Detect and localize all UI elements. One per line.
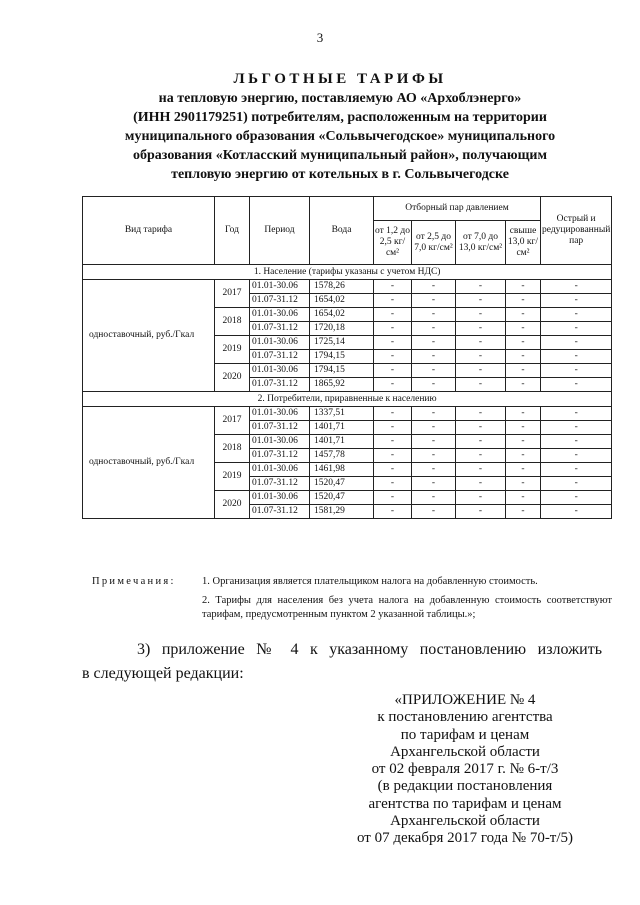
water-value: 1401,71 xyxy=(310,421,374,435)
water-value: 1581,29 xyxy=(310,505,374,519)
dash-cell: - xyxy=(412,322,456,336)
water-value: 1794,15 xyxy=(310,350,374,364)
appendix-line: агентства по тарифам и ценам xyxy=(368,795,562,812)
appendix-line: Архангельской области xyxy=(390,813,540,830)
header-steam-1: от 1,2 до 2,5 кг/см² xyxy=(374,221,412,265)
dash-cell: - xyxy=(541,308,612,322)
water-value: 1457,78 xyxy=(310,449,374,463)
header-water: Вода xyxy=(310,197,374,265)
dash-cell: - xyxy=(456,378,506,392)
dash-cell: - xyxy=(412,308,456,322)
dash-cell: - xyxy=(412,449,456,463)
year-cell: 2017 xyxy=(215,280,250,308)
dash-cell: - xyxy=(506,505,541,519)
header-kind: Вид тарифа xyxy=(83,197,215,265)
header-steam-group: Отборный пар давлением xyxy=(374,197,541,221)
period-cell: 01.07-31.12 xyxy=(250,378,310,392)
tariff-kind: одноставочный, руб./Гкал xyxy=(83,407,215,519)
year-cell: 2020 xyxy=(215,364,250,392)
period-cell: 01.01-30.06 xyxy=(250,280,310,294)
dash-cell: - xyxy=(456,294,506,308)
header-period: Период xyxy=(250,197,310,265)
dash-cell: - xyxy=(374,421,412,435)
notes-label: Примечания: xyxy=(92,576,176,587)
appendix-line: от 07 декабря 2017 года № 70-т/5) xyxy=(356,830,574,847)
period-cell: 01.01-30.06 xyxy=(250,491,310,505)
appendix-line: от 02 февраля 2017 г. № 6-т/3 xyxy=(371,761,559,778)
dash-cell: - xyxy=(541,491,612,505)
header-steam-2: от 2,5 до 7,0 кг/см² xyxy=(412,221,456,265)
title-heading: ЛЬГОТНЫЕ ТАРИФЫ xyxy=(233,71,447,87)
dash-cell: - xyxy=(541,449,612,463)
water-value: 1520,47 xyxy=(310,491,374,505)
dash-cell: - xyxy=(412,477,456,491)
dash-cell: - xyxy=(412,463,456,477)
water-value: 1720,18 xyxy=(310,322,374,336)
dash-cell: - xyxy=(412,280,456,294)
dash-cell: - xyxy=(456,350,506,364)
title-line: на тепловую энергию, поставляемую АО «Архоблэнерго» xyxy=(158,91,522,106)
dash-cell: - xyxy=(456,407,506,421)
header-steam-3: от 7,0 до 13,0 кг/см² xyxy=(456,221,506,265)
water-value: 1725,14 xyxy=(310,336,374,350)
period-cell: 01.01-30.06 xyxy=(250,336,310,350)
dash-cell: - xyxy=(456,505,506,519)
section-title: 2. Потребители, приравненные к населению xyxy=(83,392,612,407)
dash-cell: - xyxy=(412,294,456,308)
dash-cell: - xyxy=(412,350,456,364)
dash-cell: - xyxy=(374,364,412,378)
title-line: муниципального образования «Сольвычегодское» муниципального xyxy=(124,129,556,144)
dash-cell: - xyxy=(456,336,506,350)
dash-cell: - xyxy=(541,477,612,491)
dash-cell: - xyxy=(541,350,612,364)
year-cell: 2018 xyxy=(215,308,250,336)
dash-cell: - xyxy=(541,421,612,435)
period-cell: 01.01-30.06 xyxy=(250,308,310,322)
period-cell: 01.01-30.06 xyxy=(250,463,310,477)
dash-cell: - xyxy=(374,435,412,449)
year-cell: 2019 xyxy=(215,336,250,364)
water-value: 1520,47 xyxy=(310,477,374,491)
appendix-line: по тарифам и ценам xyxy=(400,726,530,743)
dash-cell: - xyxy=(374,350,412,364)
period-cell: 01.07-31.12 xyxy=(250,505,310,519)
dash-cell: - xyxy=(506,364,541,378)
year-cell: 2018 xyxy=(215,435,250,463)
period-cell: 01.01-30.06 xyxy=(250,364,310,378)
appendix-header xyxy=(330,692,600,848)
period-cell: 01.07-31.12 xyxy=(250,350,310,364)
dash-cell: - xyxy=(456,280,506,294)
period-cell: 01.07-31.12 xyxy=(250,449,310,463)
period-cell: 01.07-31.12 xyxy=(250,477,310,491)
dash-cell: - xyxy=(374,294,412,308)
dash-cell: - xyxy=(374,336,412,350)
dash-cell: - xyxy=(412,378,456,392)
dash-cell: - xyxy=(506,350,541,364)
dash-cell: - xyxy=(456,435,506,449)
dash-cell: - xyxy=(412,491,456,505)
dash-cell: - xyxy=(506,280,541,294)
header-sharp-steam: Острый и редуцированный пар xyxy=(541,197,612,265)
period-cell: 01.07-31.12 xyxy=(250,421,310,435)
period-cell: 01.01-30.06 xyxy=(250,407,310,421)
dash-cell: - xyxy=(374,378,412,392)
tariff-kind: одноставочный, руб./Гкал xyxy=(83,280,215,392)
dash-cell: - xyxy=(412,336,456,350)
dash-cell: - xyxy=(541,463,612,477)
appendix-line: к постановлению агентства xyxy=(377,709,553,726)
item-3-line-2: в следующей редакции: xyxy=(82,665,244,682)
period-cell: 01.01-30.06 xyxy=(250,435,310,449)
item-3-line-1: 3) приложение № 4 к указанному постановлению изложить xyxy=(137,641,602,658)
dash-cell: - xyxy=(541,294,612,308)
water-value: 1461,98 xyxy=(310,463,374,477)
water-value: 1654,02 xyxy=(310,308,374,322)
table-row xyxy=(83,407,612,421)
appendix-line: (в редакции постановления xyxy=(377,778,553,795)
dash-cell: - xyxy=(412,421,456,435)
dash-cell: - xyxy=(456,477,506,491)
dash-cell: - xyxy=(506,308,541,322)
dash-cell: - xyxy=(374,505,412,519)
dash-cell: - xyxy=(412,505,456,519)
dash-cell: - xyxy=(506,378,541,392)
dash-cell: - xyxy=(506,322,541,336)
dash-cell: - xyxy=(412,407,456,421)
water-value: 1794,15 xyxy=(310,364,374,378)
water-value: 1578,26 xyxy=(310,280,374,294)
dash-cell: - xyxy=(541,364,612,378)
dash-cell: - xyxy=(374,491,412,505)
water-value: 1337,51 xyxy=(310,407,374,421)
appendix-line: «ПРИЛОЖЕНИЕ № 4 xyxy=(394,692,536,708)
dash-cell: - xyxy=(374,407,412,421)
title-line: (ИНН 2901179251) потребителям, расположенным на территории xyxy=(133,110,547,125)
table-row xyxy=(83,280,612,294)
dash-cell: - xyxy=(506,294,541,308)
appendix-line: Архангельской области xyxy=(390,743,540,760)
page-number: 3 xyxy=(316,30,324,45)
dash-cell: - xyxy=(541,505,612,519)
dash-cell: - xyxy=(456,421,506,435)
tariff-table xyxy=(82,196,612,519)
dash-cell: - xyxy=(374,322,412,336)
dash-cell: - xyxy=(506,477,541,491)
dash-cell: - xyxy=(374,308,412,322)
dash-cell: - xyxy=(456,322,506,336)
dash-cell: - xyxy=(412,364,456,378)
header-year: Год xyxy=(215,197,250,265)
title-line: тепловую энергию от котельных в г. Сольвычегодске xyxy=(171,167,509,182)
dash-cell: - xyxy=(374,449,412,463)
dash-cell: - xyxy=(456,449,506,463)
header-steam-4: свыше 13,0 кг/см² xyxy=(506,221,541,265)
dash-cell: - xyxy=(506,449,541,463)
item-3-paragraph xyxy=(82,638,602,686)
note-1: 1. Организация является плательщиком налога на добавленную стоимость. xyxy=(202,576,538,587)
document-title xyxy=(60,70,620,184)
water-value: 1401,71 xyxy=(310,435,374,449)
dash-cell: - xyxy=(541,322,612,336)
water-value: 1654,02 xyxy=(310,294,374,308)
year-cell: 2017 xyxy=(215,407,250,435)
dash-cell: - xyxy=(541,378,612,392)
title-line: образования «Котласский муниципальный район», получающим xyxy=(132,148,547,163)
note-2: 2. Тарифы для населения без учета налога на добавленную стоимость соответствуют тарифам, предусмотренным пунктом 2 указанной таблицы.»; xyxy=(202,595,612,620)
dash-cell: - xyxy=(374,463,412,477)
dash-cell: - xyxy=(506,435,541,449)
dash-cell: - xyxy=(541,280,612,294)
year-cell: 2020 xyxy=(215,491,250,519)
year-cell: 2019 xyxy=(215,463,250,491)
dash-cell: - xyxy=(541,407,612,421)
dash-cell: - xyxy=(506,336,541,350)
dash-cell: - xyxy=(541,435,612,449)
dash-cell: - xyxy=(456,364,506,378)
dash-cell: - xyxy=(506,491,541,505)
dash-cell: - xyxy=(456,491,506,505)
period-cell: 01.07-31.12 xyxy=(250,294,310,308)
dash-cell: - xyxy=(412,435,456,449)
section-title: 1. Население (тарифы указаны с учетом НДС) xyxy=(83,265,612,280)
dash-cell: - xyxy=(374,280,412,294)
dash-cell: - xyxy=(374,477,412,491)
water-value: 1865,92 xyxy=(310,378,374,392)
dash-cell: - xyxy=(506,421,541,435)
dash-cell: - xyxy=(456,463,506,477)
period-cell: 01.07-31.12 xyxy=(250,322,310,336)
dash-cell: - xyxy=(506,463,541,477)
dash-cell: - xyxy=(541,336,612,350)
dash-cell: - xyxy=(456,308,506,322)
dash-cell: - xyxy=(506,407,541,421)
